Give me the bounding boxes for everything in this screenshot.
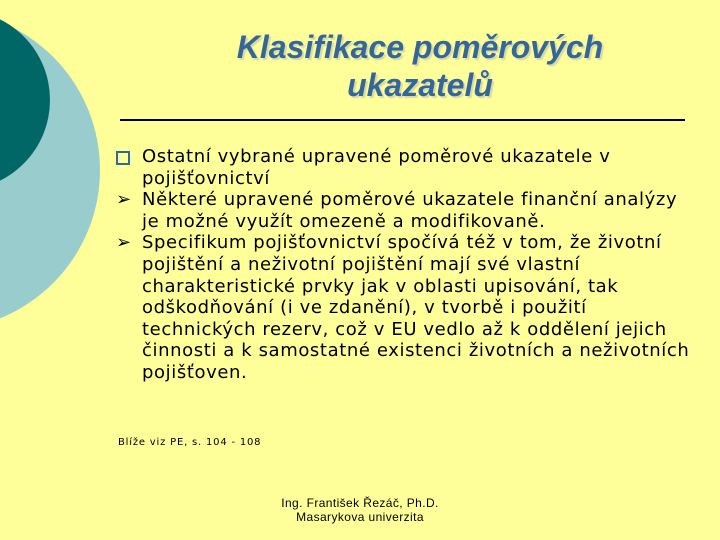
reference-note: Blíže viz PE, s. 104 - 108 [118,437,262,448]
footer [220,496,500,524]
bullet-text: Specifikum pojišťovnictví spočívá též v tom, že životní pojištění a neživotní pojištění mají své vlastní charakteristické prvky jak v oblasti upisování, tak odškodňování (i ve zdanění), v tvorbě i použití technických rezerv, což v EU vedlo až k oddělení jejich činnosti a k samostatné existenci životních a neživotních pojišťoven. [142,232,690,383]
title-divider [120,119,685,121]
bullet-item [116,189,696,232]
bullet-text: Ostatní vybrané upravené poměrové ukazatele v pojišťovnictví [142,146,611,189]
bullet-item [116,146,696,189]
slide-title [150,28,690,104]
bullet-item [116,232,696,383]
bullet-text: Některé upravené poměrové ukazatele finanční analýzy je možné využít omezeně a modifikovaně. [142,189,678,232]
footer-institution: Masarykova univerzita [296,510,424,524]
arrow-bullet-icon: ➢ [116,232,132,254]
footer-author: Ing. František Řezáč, Ph.D. [281,496,439,510]
bullet-list [116,146,696,384]
title-line-2: ukazatelů [347,67,493,103]
title-line-1: Klasifikace poměrových [236,29,604,65]
square-bullet-icon [116,146,136,171]
decorative-circles [0,0,130,540]
arrow-bullet-icon: ➢ [116,189,132,211]
